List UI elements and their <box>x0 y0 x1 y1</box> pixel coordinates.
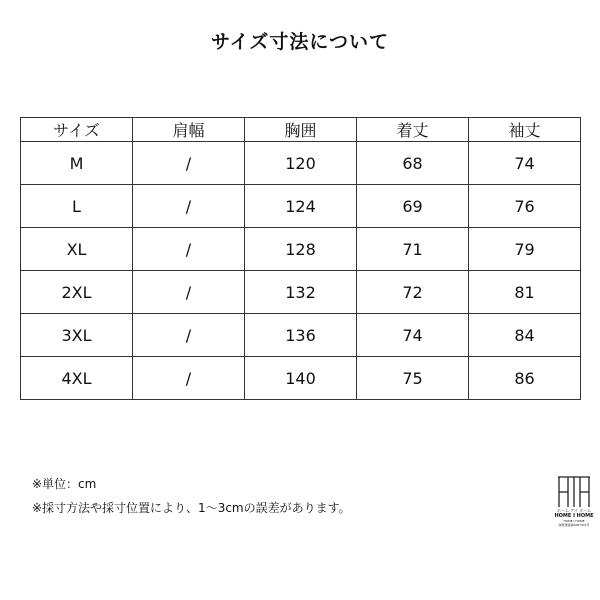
cell-chest: 140 <box>245 357 357 400</box>
cell-length: 74 <box>357 314 469 357</box>
cell-size: 4XL <box>21 357 133 400</box>
unit-note: ※単位：cm <box>32 477 97 491</box>
cell-size: L <box>21 185 133 228</box>
cell-size: 2XL <box>21 271 133 314</box>
brand-kana: ホーム アイ ホーム <box>556 508 592 513</box>
cell-shoulder-width: / <box>133 314 245 357</box>
brand-mark-icon <box>557 476 591 508</box>
error-note: ※採寸方法や採寸位置により、1～3cmの誤差があります。 <box>32 501 351 515</box>
cell-sleeve: 74 <box>469 142 581 185</box>
cell-sleeve: 76 <box>469 185 581 228</box>
header-size: サイズ <box>21 118 133 142</box>
cell-shoulder-width: / <box>133 357 245 400</box>
cell-sleeve: 81 <box>469 271 581 314</box>
table-row <box>21 271 581 314</box>
cell-length: 69 <box>357 185 469 228</box>
table-row <box>21 357 581 400</box>
size-table <box>20 117 581 400</box>
brand-name: HOME I HOME <box>554 513 594 519</box>
brand-sub: HOME I HOME <box>563 519 585 523</box>
brand-logo <box>549 476 599 527</box>
cell-length: 71 <box>357 228 469 271</box>
header-length: 着丈 <box>357 118 469 142</box>
cell-sleeve: 79 <box>469 228 581 271</box>
cell-shoulder-width: / <box>133 142 245 185</box>
cell-length: 75 <box>357 357 469 400</box>
cell-chest: 132 <box>245 271 357 314</box>
cell-shoulder-width: / <box>133 271 245 314</box>
page-title: サイズ寸法について <box>210 31 390 53</box>
cell-chest: 124 <box>245 185 357 228</box>
cell-size: 3XL <box>21 314 133 357</box>
cell-sleeve: 86 <box>469 357 581 400</box>
table-header-row <box>21 118 581 142</box>
table-row <box>21 314 581 357</box>
cell-chest: 128 <box>245 228 357 271</box>
cell-chest: 136 <box>245 314 357 357</box>
header-sleeve: 袖丈 <box>469 118 581 142</box>
cell-shoulder-width: / <box>133 185 245 228</box>
cell-size: M <box>21 142 133 185</box>
cell-size: XL <box>21 228 133 271</box>
cell-length: 72 <box>357 271 469 314</box>
table-row <box>21 142 581 185</box>
table-row <box>21 228 581 271</box>
cell-shoulder-width: / <box>133 228 245 271</box>
cell-chest: 120 <box>245 142 357 185</box>
header-chest: 胸囲 <box>245 118 357 142</box>
header-shoulder-width: 肩幅 <box>133 118 245 142</box>
cell-sleeve: 84 <box>469 314 581 357</box>
brand-registration: 商標登録第6087471号 <box>558 523 590 527</box>
notes <box>32 472 351 520</box>
cell-length: 68 <box>357 142 469 185</box>
table-row <box>21 185 581 228</box>
